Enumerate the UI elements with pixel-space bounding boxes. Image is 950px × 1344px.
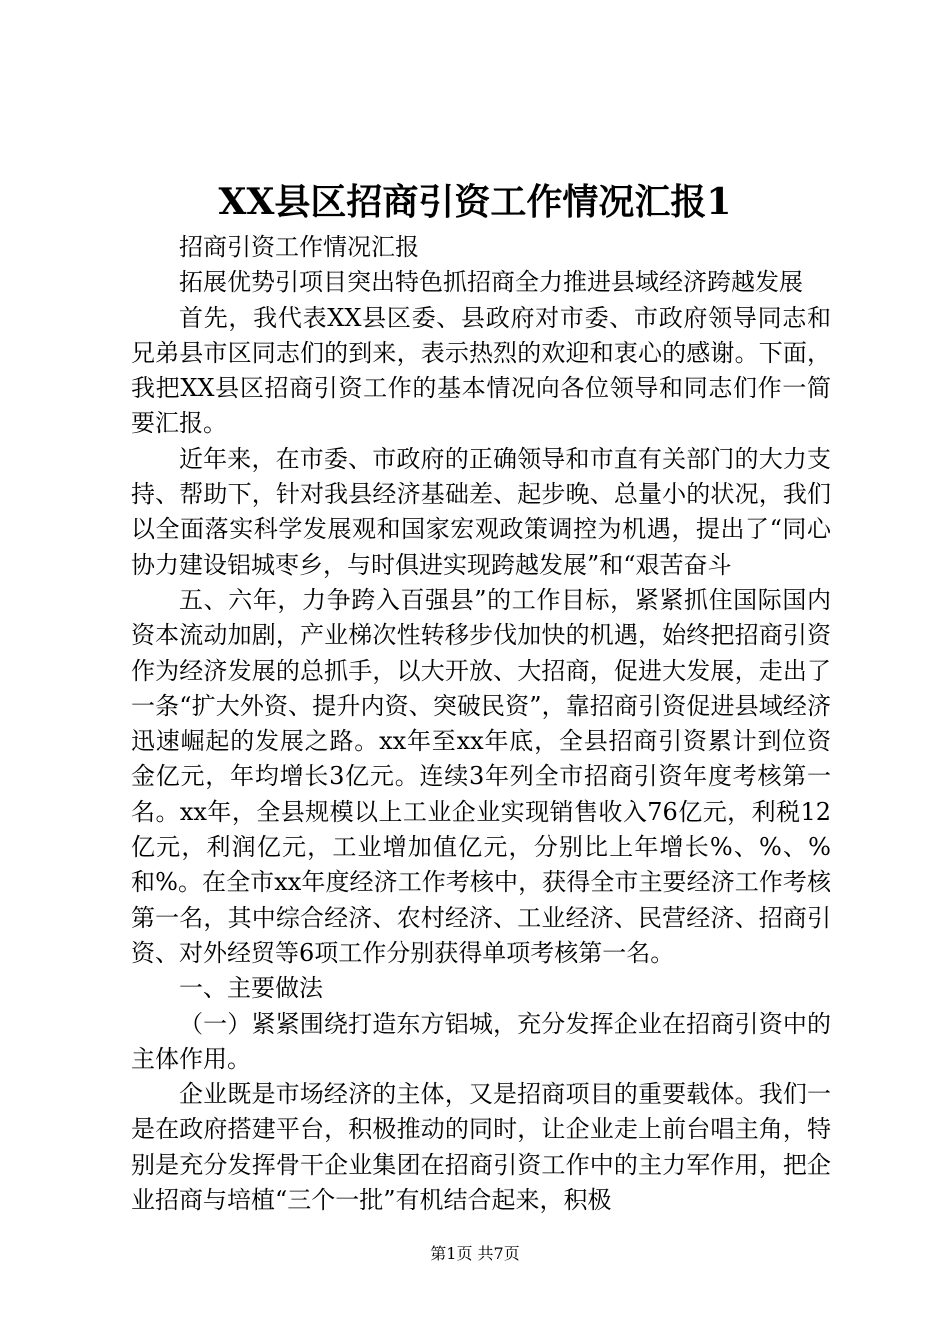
subsection-heading: （一）紧紧围绕打造东方铝城，充分发挥企业在招商引资中的主体作用。: [131, 1009, 831, 1073]
document-body: [131, 230, 831, 1218]
section-heading: 一、主要做法: [179, 974, 323, 1003]
paragraph-theme: 拓展优势引项目突出特色抓招商全力推进县域经济跨越发展: [179, 268, 803, 297]
page-footer: [0, 1243, 950, 1265]
paragraph-enterprise: 企业既是市场经济的主体，又是招商项目的重要载体。我们一是在政府搭建平台，积极推动的同时，让企业走上前台唱主角，特别是充分发挥骨干企业集团在招商引资工作中的主力军作用，把企业招商与培植“三个一批”有机结合起来，积极: [131, 1080, 831, 1215]
paragraph-background: 近年来，在市委、市政府的正确领导和市直有关部门的大力支持、帮助下，针对我县经济基础差、起步晚、总量小的状况，我们以全面落实科学发展观和国家宏观政策调控为机遇，提出了“同心协力建设铝城枣乡，与时俱进实现跨越发展”和“艰苦奋斗: [131, 444, 831, 579]
paragraph-opening: 首先，我代表XX县区委、县政府对市委、市政府领导同志和兄弟县市区同志们的到来，表示热烈的欢迎和衷心的感谢。下面，我把XX县区招商引资工作的基本情况向各位领导和同志们作一简要汇报。: [131, 303, 831, 438]
paragraph-subtitle: 招商引资工作情况汇报: [179, 233, 419, 261]
document-title: XX县区招商引资工作情况汇报1: [218, 181, 732, 223]
page-indicator: 第1页 共7页: [430, 1244, 520, 1263]
paragraph-achievements: 五、六年，力争跨入百强县”的工作目标，紧紧抓住国际国内资本流动加剧，产业梯次性转移步伐加快的机遇，始终把招商引资作为经济发展的总抓手，以大开放、大招商，促进大发展，走出了一条“扩大外资、提升内资、突破民资”，靠招商引资促进县域经济迅速崛起的发展之路。xx年至xx年底，全县招商引资累计到位资金亿元，年均增长3亿元。连续3年列全市招商引资年度考核第一名。xx年，全县规模以上工业企业实现销售收入76亿元，利税12亿元，利润亿元，工业增加值亿元，分别比上年增长%、%、%和%。在全市xx年度经济工作考核中，获得全市主要经济工作考核第一名，其中综合经济、农村经济、工业经济、民营经济、招商引资、对外经贸等6项工作分别获得单项考核第一名。: [131, 585, 831, 967]
